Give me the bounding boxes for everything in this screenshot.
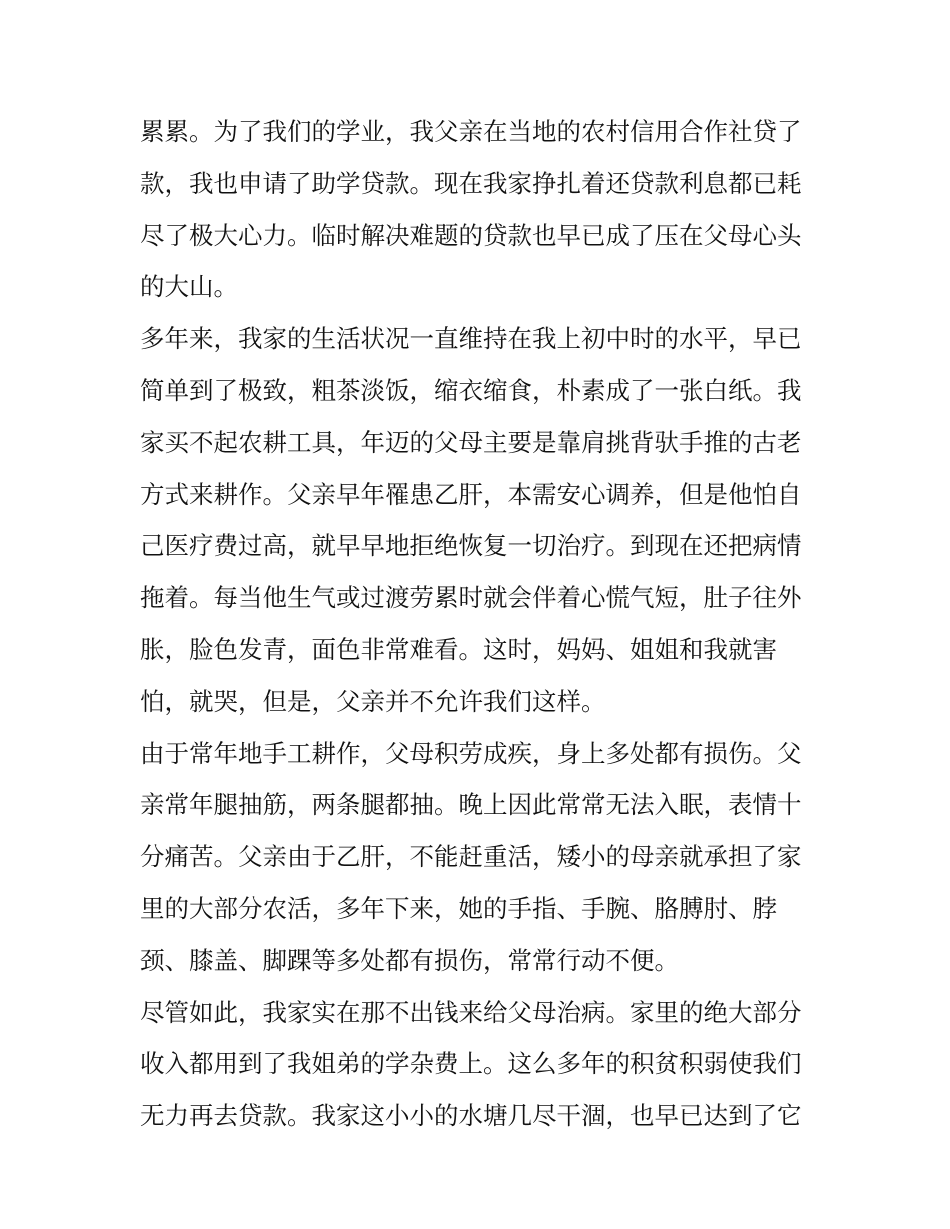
text-line: 怕，就哭，但是，父亲并不允许我们这样。 — [140, 686, 606, 716]
document-body — [140, 106, 820, 1142]
text-line: 收入都用到了我姐弟的学杂费上。这么多年的积贫积弱使我们 — [140, 1049, 802, 1079]
text-line: 尽管如此，我家实在那不出钱来给父母治病。家里的绝大部分 — [140, 997, 802, 1027]
text-line: 由于常年地手工耕作，父母积劳成疾，身上多处都有损伤。父 — [140, 738, 802, 768]
text-line: 累累。为了我们的学业，我父亲在当地的农村信用合作社贷了 — [140, 117, 802, 146]
text-line: 多年来，我家的生活状况一直维持在我上初中时的水平，早已 — [140, 324, 802, 354]
text-line: 亲常年腿抽筋，两条腿都抽。晚上因此常常无法入眠，表情十 — [140, 790, 802, 820]
text-line: 款，我也申请了助学贷款。现在我家挣扎着还贷款利息都已耗 — [140, 168, 802, 198]
text-line: 颈、膝盖、脚踝等多处都有损伤，常常行动不便。 — [140, 945, 679, 975]
text-line: 方式来耕作。父亲早年罹患乙肝，本需安心调养，但是他怕自 — [140, 479, 802, 509]
text-line: 的大山。 — [140, 272, 238, 302]
text-line: 拖着。每当他生气或过渡劳累时就会伴着心慌气短，肚子往外 — [140, 583, 802, 613]
text-line: 简单到了极致，粗茶淡饭，缩衣缩食，朴素成了一张白纸。我 — [140, 375, 802, 405]
text-line: 家买不起农耕工具，年迈的父母主要是靠肩挑背驮手推的古老 — [140, 427, 802, 457]
text-line: 无力再去贷款。我家这小小的水塘几尽干涸，也早已达到了它 — [140, 1101, 802, 1131]
text-line: 己医疗费过高，就早早地拒绝恢复一切治疗。到现在还把病情 — [140, 531, 802, 561]
text-line: 尽了极大心力。临时解决难题的贷款也早已成了压在父母心头 — [140, 220, 802, 250]
text-line: 胀，脸色发青，面色非常难看。这时，妈妈、姐姐和我就害 — [140, 634, 777, 664]
text-line: 分痛苦。父亲由于乙肝，不能赶重活，矮小的母亲就承担了家 — [140, 842, 802, 872]
text-line: 里的大部分农活，多年下来，她的手指、手腕、胳膊肘、脖 — [140, 893, 777, 923]
